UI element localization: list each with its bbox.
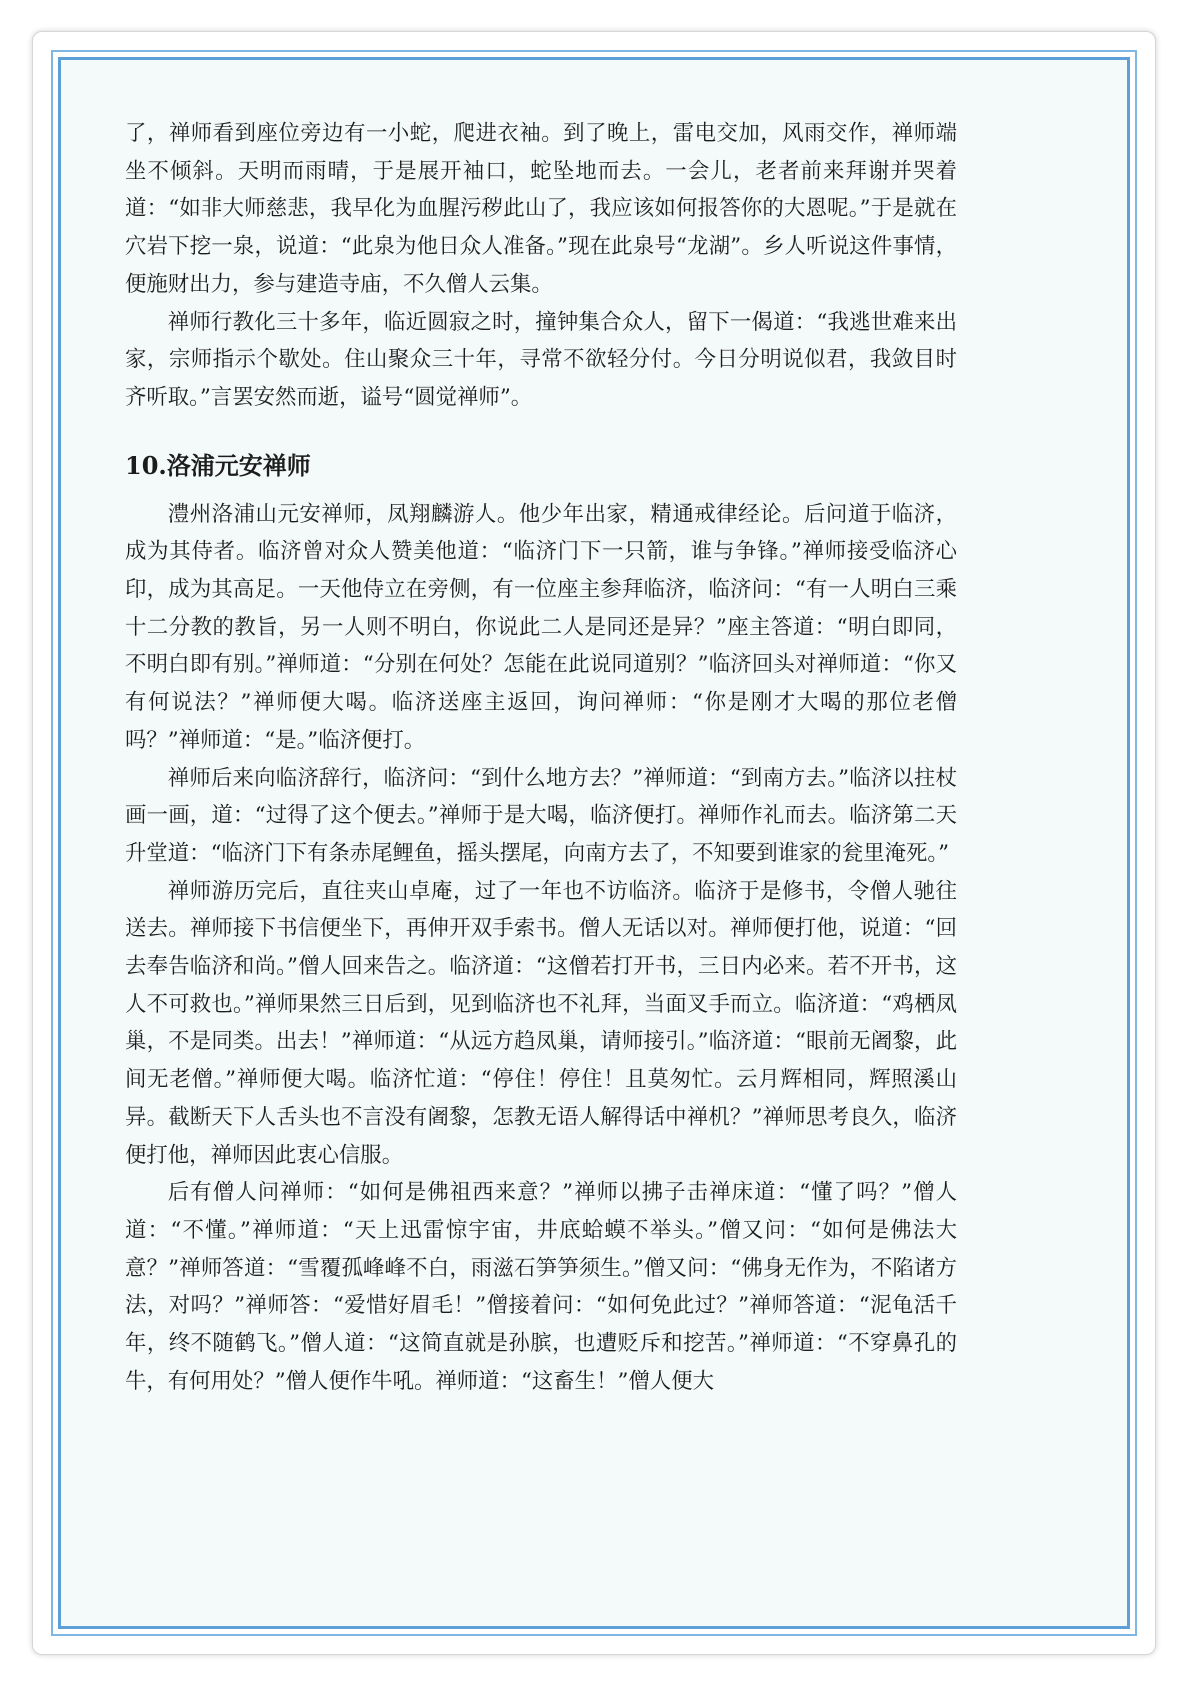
section-number: 10. xyxy=(125,450,167,480)
paragraph: 禅师行教化三十多年，临近圆寂之时，撞钟集合众人，留下一偈道：“我逃世难来出家，宗师指示个歇处。住山聚众三十年，寻常不欲轻分付。今日分明说似君，我敛目时齐听取。”言罢安然而逝，谥号“圆觉禅师”。 xyxy=(125,309,957,410)
paragraph: 禅师游历完后，直往夹山卓庵，过了一年也不访临济。临济于是修书，令僧人驰往送去。禅师接下书信便坐下，再伸开双手索书。僧人无话以对。禅师便打他，说道：“回去奉告临济和尚。”僧人回来告之。临济道：“这僧若打开书，三日内必来。若不开书，这人不可救也。”禅师果然三日后到，见到临济也不礼拜，当面叉手而立。临济道：“鸡栖凤巢，不是同类。出去！”禅师道：“从远方趋凤巢，请师接引。”临济道：“眼前无阇黎，此间无老僧。”禅师便大喝。临济忙道：“停住！停住！且莫匆忙。云月辉相同，辉照溪山异。截断天下人舌头也不言没有阇黎，怎教无语人解得话中禅机？”禅师思考良久，临济便打他，禅师因此衷心信服。 xyxy=(125,878,957,1168)
paragraph: 后有僧人问禅师：“如何是佛祖西来意？”禅师以拂子击禅床道：“懂了吗？”僧人道：“不懂。”禅师道：“天上迅雷惊宇宙，井底蛤蟆不举头。”僧又问：“如何是佛法大意？”禅师答道：“雪覆孤峰峰不白，雨滋石笋笋须生。”僧又问：“佛身无作为，不陷诸方法，对吗？”禅师答：“爱惜好眉毛！”僧接着问：“如何免此过？”禅师答道：“泥龟活千年，终不随鹤飞。”僧人道：“这简直就是孙膑，也遭贬斥和挖苦。”禅师道：“不穿鼻孔的牛，有何用处？”僧人便作牛吼。禅师道：“这畜生！”僧人便大 xyxy=(125,1180,957,1394)
paragraph: 禅师后来向临济辞行，临济问：“到什么地方去？”禅师道：“到南方去。”临济以拄杖画一画，道：“过得了这个便去。”禅师于是大喝，临济便打。禅师作礼而去。临济第二天升堂道：“临济门下有条赤尾鲤鱼，摇头摆尾，向南方去了，不知要到谁家的瓮里淹死。” xyxy=(125,765,957,866)
page-content xyxy=(125,115,957,1401)
paragraph: 澧州洛浦山元安禅师，凤翔麟游人。他少年出家，精通戒律经论。后问道于临济，成为其侍者。临济曾对众人赞美他道：“临济门下一只箭，谁与争锋。”禅师接受临济心印，成为其高足。一天他侍立在旁侧，有一位座主参拜临济，临济问：“有一人明白三乘十二分教的教旨，另一人则不明白，你说此二人是同还是异？”座主答道：“明白即同，不明白即有别。”禅师道：“分别在何处？怎能在此说同道别？”临济回头对禅师道：“你又有何说法？”禅师便大喝。临济送座主返回，询问禅师：“你是刚才大喝的那位老僧吗？”禅师道：“是。”临济便打。 xyxy=(125,501,957,753)
section-heading xyxy=(125,446,957,486)
section-title: 洛浦元安禅师 xyxy=(166,450,311,480)
paragraph-continued: 了，禅师看到座位旁边有一小蛇，爬进衣袖。到了晚上，雷电交加，风雨交作，禅师端坐不倾斜。天明而雨晴，于是展开袖口，蛇坠地而去。一会儿，老者前来拜谢并哭着道：“如非大师慈悲，我早化为血腥污秽此山了，我应该如何报答你的大恩呢。”于是就在穴岩下挖一泉，说道：“此泉为他日众人准备。”现在此泉号“龙湖”。乡人听说这件事情，便施财出力，参与建造寺庙，不久僧人云集。 xyxy=(125,121,957,297)
